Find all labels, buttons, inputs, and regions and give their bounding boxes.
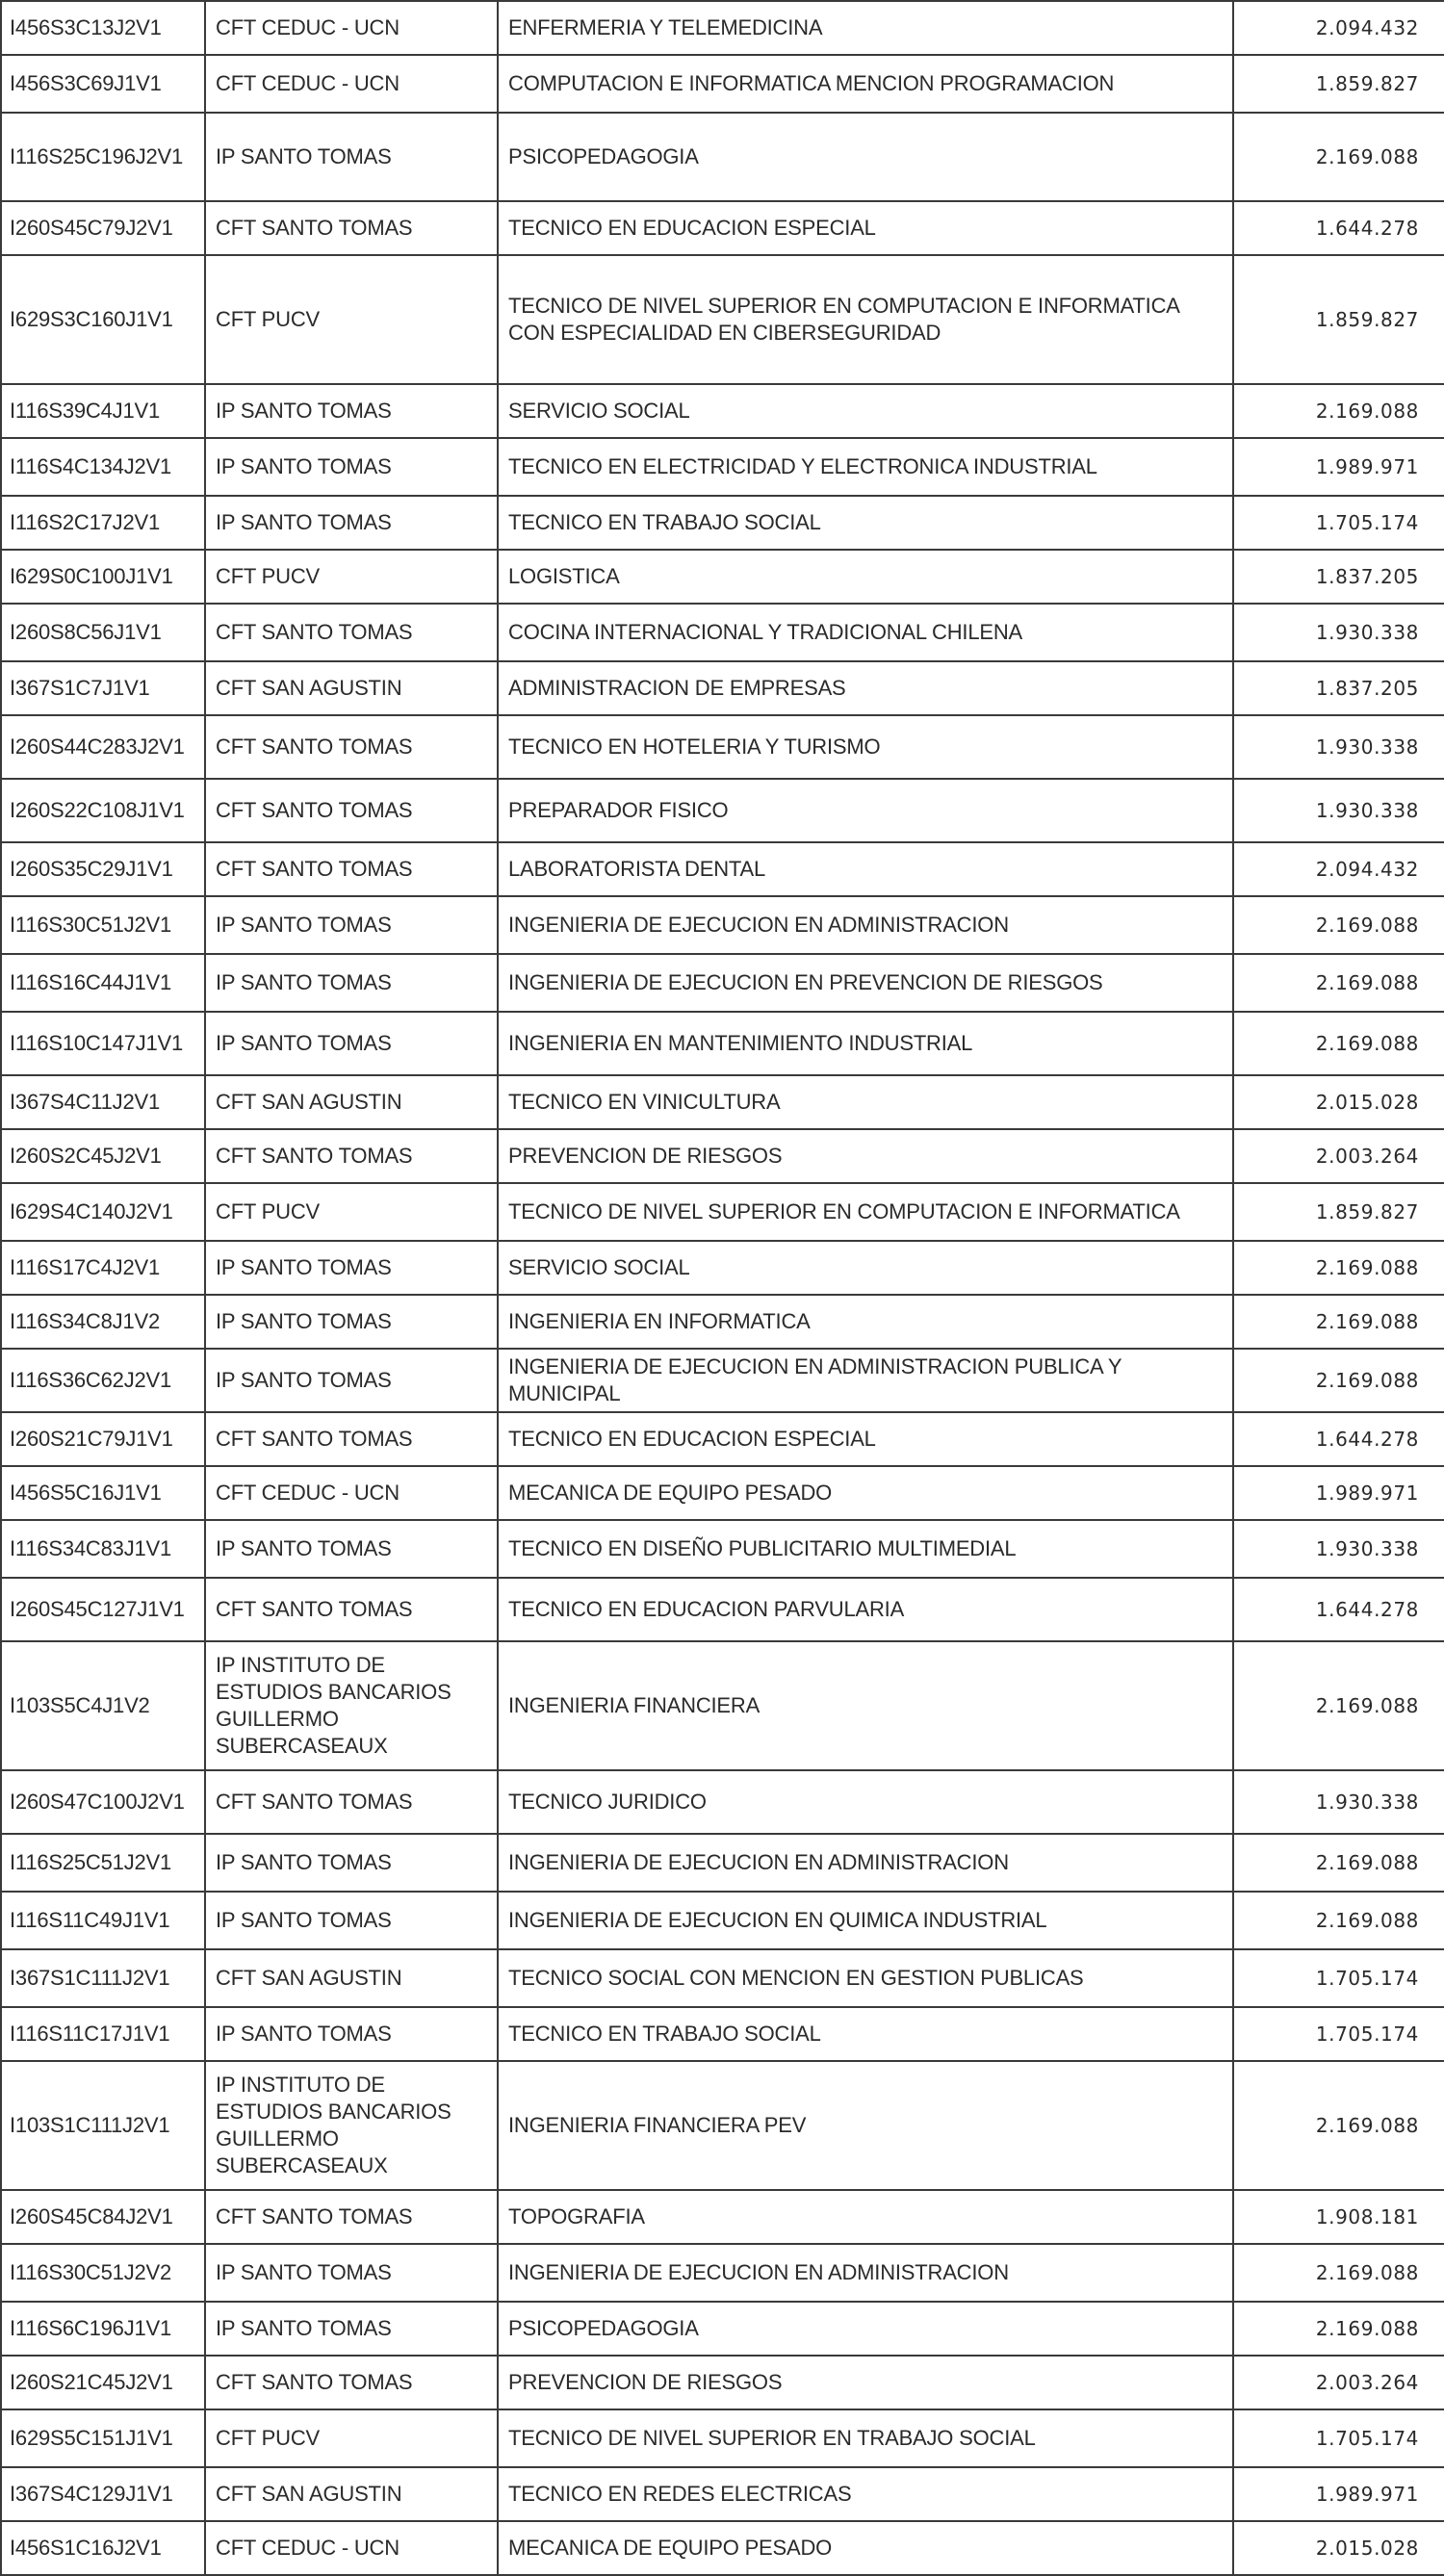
row-value: 2.169.088 <box>1233 2302 1444 2356</box>
row-program: INGENIERIA FINANCIERA PEV <box>498 2061 1233 2190</box>
row-value: 1.705.174 <box>1233 496 1444 550</box>
row-program: TECNICO SOCIAL CON MENCION EN GESTION PUBLICAS <box>498 1949 1233 2007</box>
row-institution: CFT SAN AGUSTIN <box>205 2467 498 2521</box>
row-institution: IP SANTO TOMAS <box>205 1295 498 1349</box>
table-row <box>1 1412 1444 1466</box>
row-institution: CFT SANTO TOMAS <box>205 715 498 779</box>
row-program: ADMINISTRACION DE EMPRESAS <box>498 661 1233 715</box>
table-row <box>1 779 1444 842</box>
row-program: TECNICO EN TRABAJO SOCIAL <box>498 496 1233 550</box>
table-row <box>1 1 1444 55</box>
row-code: I260S2C45J2V1 <box>1 1129 205 1183</box>
table-row <box>1 1892 1444 1949</box>
row-value: 1.930.338 <box>1233 604 1444 661</box>
row-value: 2.003.264 <box>1233 2356 1444 2409</box>
row-code: I260S22C108J1V1 <box>1 779 205 842</box>
row-institution: CFT CEDUC - UCN <box>205 2521 498 2575</box>
row-program: TECNICO EN EDUCACION ESPECIAL <box>498 201 1233 255</box>
row-value: 2.169.088 <box>1233 1834 1444 1892</box>
row-value: 2.169.088 <box>1233 896 1444 954</box>
row-institution: CFT SANTO TOMAS <box>205 1129 498 1183</box>
row-institution: CFT SANTO TOMAS <box>205 2356 498 2409</box>
row-institution: IP SANTO TOMAS <box>205 496 498 550</box>
row-program: TECNICO EN EDUCACION PARVULARIA <box>498 1578 1233 1641</box>
row-program: TECNICO DE NIVEL SUPERIOR EN COMPUTACION E INFORMATICA CON ESPECIALIDAD EN CIBERSEGURIDAD <box>498 255 1233 384</box>
table-row <box>1 201 1444 255</box>
table-row <box>1 715 1444 779</box>
row-value: 2.169.088 <box>1233 954 1444 1012</box>
row-program: LABORATORISTA DENTAL <box>498 842 1233 896</box>
row-value: 1.989.971 <box>1233 2467 1444 2521</box>
row-code: I116S30C51J2V2 <box>1 2244 205 2302</box>
table-row <box>1 384 1444 438</box>
row-institution: IP SANTO TOMAS <box>205 1012 498 1075</box>
table-row <box>1 113 1444 201</box>
table-row <box>1 2190 1444 2244</box>
row-value: 2.169.088 <box>1233 113 1444 201</box>
row-value: 1.859.827 <box>1233 1183 1444 1241</box>
row-code: I103S5C4J1V2 <box>1 1641 205 1770</box>
table-row <box>1 2007 1444 2061</box>
row-value: 1.930.338 <box>1233 1770 1444 1834</box>
row-code: I260S45C127J1V1 <box>1 1578 205 1641</box>
table-row <box>1 496 1444 550</box>
row-program: INGENIERIA DE EJECUCION EN ADMINISTRACION PUBLICA Y MUNICIPAL <box>498 1349 1233 1412</box>
row-institution: IP SANTO TOMAS <box>205 2302 498 2356</box>
row-institution: IP INSTITUTO DE ESTUDIOS BANCARIOS GUILLERMO SUBERCASEAUX <box>205 1641 498 1770</box>
row-institution: CFT SAN AGUSTIN <box>205 661 498 715</box>
row-program: LOGISTICA <box>498 550 1233 604</box>
table-row <box>1 2467 1444 2521</box>
row-institution: CFT PUCV <box>205 1183 498 1241</box>
row-institution: IP SANTO TOMAS <box>205 438 498 496</box>
table-row <box>1 2409 1444 2467</box>
row-institution: IP SANTO TOMAS <box>205 1892 498 1949</box>
table-row <box>1 438 1444 496</box>
row-institution: IP SANTO TOMAS <box>205 1241 498 1295</box>
row-code: I116S36C62J2V1 <box>1 1349 205 1412</box>
row-value: 2.015.028 <box>1233 1075 1444 1129</box>
table-row <box>1 1949 1444 2007</box>
row-value: 2.169.088 <box>1233 384 1444 438</box>
row-program: TECNICO DE NIVEL SUPERIOR EN COMPUTACION E INFORMATICA <box>498 1183 1233 1241</box>
row-code: I116S11C49J1V1 <box>1 1892 205 1949</box>
row-value: 1.644.278 <box>1233 1412 1444 1466</box>
row-code: I116S2C17J2V1 <box>1 496 205 550</box>
row-value: 2.169.088 <box>1233 2244 1444 2302</box>
row-code: I260S44C283J2V1 <box>1 715 205 779</box>
row-code: I116S30C51J2V1 <box>1 896 205 954</box>
table-row <box>1 2061 1444 2190</box>
row-institution: CFT SAN AGUSTIN <box>205 1949 498 2007</box>
row-program: TECNICO EN ELECTRICIDAD Y ELECTRONICA INDUSTRIAL <box>498 438 1233 496</box>
row-institution: CFT CEDUC - UCN <box>205 1466 498 1520</box>
table-row <box>1 255 1444 384</box>
row-value: 1.930.338 <box>1233 715 1444 779</box>
row-code: I260S47C100J2V1 <box>1 1770 205 1834</box>
row-value: 2.094.432 <box>1233 842 1444 896</box>
row-value: 1.837.205 <box>1233 550 1444 604</box>
row-value: 2.003.264 <box>1233 1129 1444 1183</box>
row-institution: IP SANTO TOMAS <box>205 1834 498 1892</box>
row-program: INGENIERIA EN MANTENIMIENTO INDUSTRIAL <box>498 1012 1233 1075</box>
row-institution: IP SANTO TOMAS <box>205 1520 498 1578</box>
row-code: I116S39C4J1V1 <box>1 384 205 438</box>
row-value: 2.169.088 <box>1233 1641 1444 1770</box>
row-program: COMPUTACION E INFORMATICA MENCION PROGRAMACION <box>498 55 1233 113</box>
row-program: TECNICO EN TRABAJO SOCIAL <box>498 2007 1233 2061</box>
table-row <box>1 2302 1444 2356</box>
table-row <box>1 1241 1444 1295</box>
table-row <box>1 1295 1444 1349</box>
row-program: TECNICO EN DISEÑO PUBLICITARIO MULTIMEDIAL <box>498 1520 1233 1578</box>
row-value: 1.644.278 <box>1233 1578 1444 1641</box>
row-code: I116S34C8J1V2 <box>1 1295 205 1349</box>
row-institution: CFT CEDUC - UCN <box>205 55 498 113</box>
row-value: 2.169.088 <box>1233 1012 1444 1075</box>
tuition-table-body <box>1 1 1444 2575</box>
row-code: I116S25C196J2V1 <box>1 113 205 201</box>
row-program: TECNICO DE NIVEL SUPERIOR EN TRABAJO SOCIAL <box>498 2409 1233 2467</box>
row-value: 1.705.174 <box>1233 2409 1444 2467</box>
row-program: MECANICA DE EQUIPO PESADO <box>498 1466 1233 1520</box>
row-code: I260S45C84J2V1 <box>1 2190 205 2244</box>
row-institution: IP SANTO TOMAS <box>205 954 498 1012</box>
row-institution: CFT SANTO TOMAS <box>205 779 498 842</box>
row-code: I629S3C160J1V1 <box>1 255 205 384</box>
row-program: TECNICO EN REDES ELECTRICAS <box>498 2467 1233 2521</box>
table-row <box>1 954 1444 1012</box>
row-code: I456S3C13J2V1 <box>1 1 205 55</box>
row-value: 1.989.971 <box>1233 1466 1444 1520</box>
row-value: 1.837.205 <box>1233 661 1444 715</box>
row-code: I367S1C7J1V1 <box>1 661 205 715</box>
row-code: I367S4C11J2V1 <box>1 1075 205 1129</box>
row-code: I116S34C83J1V1 <box>1 1520 205 1578</box>
row-program: INGENIERIA DE EJECUCION EN QUIMICA INDUSTRIAL <box>498 1892 1233 1949</box>
row-institution: IP SANTO TOMAS <box>205 2007 498 2061</box>
row-institution: CFT PUCV <box>205 255 498 384</box>
row-code: I260S21C79J1V1 <box>1 1412 205 1466</box>
table-row <box>1 1834 1444 1892</box>
table-row <box>1 661 1444 715</box>
row-program: TECNICO EN HOTELERIA Y TURISMO <box>498 715 1233 779</box>
row-value: 2.169.088 <box>1233 1295 1444 1349</box>
table-row <box>1 1349 1444 1412</box>
row-institution: CFT SANTO TOMAS <box>205 2190 498 2244</box>
row-program: SERVICIO SOCIAL <box>498 1241 1233 1295</box>
row-program: ENFERMERIA Y TELEMEDICINA <box>498 1 1233 55</box>
row-program: INGENIERIA DE EJECUCION EN ADMINISTRACION <box>498 2244 1233 2302</box>
row-program: INGENIERIA DE EJECUCION EN PREVENCION DE RIESGOS <box>498 954 1233 1012</box>
row-value: 2.015.028 <box>1233 2521 1444 2575</box>
row-value: 1.644.278 <box>1233 201 1444 255</box>
row-value: 2.169.088 <box>1233 1892 1444 1949</box>
row-code: I116S16C44J1V1 <box>1 954 205 1012</box>
row-institution: CFT SANTO TOMAS <box>205 1412 498 1466</box>
row-institution: IP SANTO TOMAS <box>205 896 498 954</box>
row-value: 2.169.088 <box>1233 1241 1444 1295</box>
row-code: I629S5C151J1V1 <box>1 2409 205 2467</box>
table-row <box>1 2356 1444 2409</box>
row-program: PSICOPEDAGOGIA <box>498 113 1233 201</box>
row-program: TECNICO JURIDICO <box>498 1770 1233 1834</box>
table-row <box>1 1466 1444 1520</box>
table-row <box>1 2244 1444 2302</box>
row-program: INGENIERIA FINANCIERA <box>498 1641 1233 1770</box>
row-code: I116S10C147J1V1 <box>1 1012 205 1075</box>
row-value: 1.705.174 <box>1233 1949 1444 2007</box>
row-institution: CFT SANTO TOMAS <box>205 604 498 661</box>
row-institution: IP INSTITUTO DE ESTUDIOS BANCARIOS GUILLERMO SUBERCASEAUX <box>205 2061 498 2190</box>
table-row <box>1 1129 1444 1183</box>
row-value: 1.989.971 <box>1233 438 1444 496</box>
table-row <box>1 896 1444 954</box>
row-institution: IP SANTO TOMAS <box>205 2244 498 2302</box>
row-code: I260S8C56J1V1 <box>1 604 205 661</box>
row-program: MECANICA DE EQUIPO PESADO <box>498 2521 1233 2575</box>
row-code: I629S4C140J2V1 <box>1 1183 205 1241</box>
table-row <box>1 1012 1444 1075</box>
row-code: I116S25C51J2V1 <box>1 1834 205 1892</box>
row-institution: CFT SANTO TOMAS <box>205 842 498 896</box>
row-program: INGENIERIA EN INFORMATICA <box>498 1295 1233 1349</box>
row-code: I629S0C100J1V1 <box>1 550 205 604</box>
table-row <box>1 1075 1444 1129</box>
table-row <box>1 55 1444 113</box>
row-institution: CFT SANTO TOMAS <box>205 201 498 255</box>
row-code: I367S1C111J2V1 <box>1 1949 205 2007</box>
row-institution: IP SANTO TOMAS <box>205 1349 498 1412</box>
row-code: I260S21C45J2V1 <box>1 2356 205 2409</box>
row-code: I456S5C16J1V1 <box>1 1466 205 1520</box>
row-value: 2.169.088 <box>1233 1349 1444 1412</box>
row-program: SERVICIO SOCIAL <box>498 384 1233 438</box>
row-value: 1.859.827 <box>1233 55 1444 113</box>
table-row <box>1 604 1444 661</box>
row-institution: CFT SANTO TOMAS <box>205 1578 498 1641</box>
row-value: 1.930.338 <box>1233 779 1444 842</box>
row-code: I456S1C16J2V1 <box>1 2521 205 2575</box>
row-program: COCINA INTERNACIONAL Y TRADICIONAL CHILENA <box>498 604 1233 661</box>
table-row <box>1 1578 1444 1641</box>
row-value: 1.930.338 <box>1233 1520 1444 1578</box>
table-row <box>1 842 1444 896</box>
row-institution: IP SANTO TOMAS <box>205 384 498 438</box>
table-row <box>1 2521 1444 2575</box>
row-institution: IP SANTO TOMAS <box>205 113 498 201</box>
row-code: I116S11C17J1V1 <box>1 2007 205 2061</box>
row-program: TECNICO EN EDUCACION ESPECIAL <box>498 1412 1233 1466</box>
table-row <box>1 1183 1444 1241</box>
row-institution: CFT SANTO TOMAS <box>205 1770 498 1834</box>
row-program: PREPARADOR FISICO <box>498 779 1233 842</box>
row-code: I116S17C4J2V1 <box>1 1241 205 1295</box>
row-program: TECNICO EN VINICULTURA <box>498 1075 1233 1129</box>
row-institution: CFT PUCV <box>205 2409 498 2467</box>
row-code: I103S1C111J2V1 <box>1 2061 205 2190</box>
row-code: I116S4C134J2V1 <box>1 438 205 496</box>
row-value: 1.705.174 <box>1233 2007 1444 2061</box>
row-program: PREVENCION DE RIESGOS <box>498 2356 1233 2409</box>
row-value: 2.169.088 <box>1233 2061 1444 2190</box>
row-program: INGENIERIA DE EJECUCION EN ADMINISTRACION <box>498 896 1233 954</box>
row-code: I260S45C79J2V1 <box>1 201 205 255</box>
row-value: 1.908.181 <box>1233 2190 1444 2244</box>
row-value: 1.859.827 <box>1233 255 1444 384</box>
table-row <box>1 1520 1444 1578</box>
row-program: INGENIERIA DE EJECUCION EN ADMINISTRACION <box>498 1834 1233 1892</box>
table-row <box>1 1770 1444 1834</box>
row-code: I260S35C29J1V1 <box>1 842 205 896</box>
row-program: TOPOGRAFIA <box>498 2190 1233 2244</box>
row-code: I456S3C69J1V1 <box>1 55 205 113</box>
row-institution: CFT CEDUC - UCN <box>205 1 498 55</box>
row-value: 2.094.432 <box>1233 1 1444 55</box>
row-institution: CFT SAN AGUSTIN <box>205 1075 498 1129</box>
row-code: I367S4C129J1V1 <box>1 2467 205 2521</box>
row-institution: CFT PUCV <box>205 550 498 604</box>
row-code: I116S6C196J1V1 <box>1 2302 205 2356</box>
row-program: PREVENCION DE RIESGOS <box>498 1129 1233 1183</box>
row-program: PSICOPEDAGOGIA <box>498 2302 1233 2356</box>
table-row <box>1 550 1444 604</box>
table-row <box>1 1641 1444 1770</box>
